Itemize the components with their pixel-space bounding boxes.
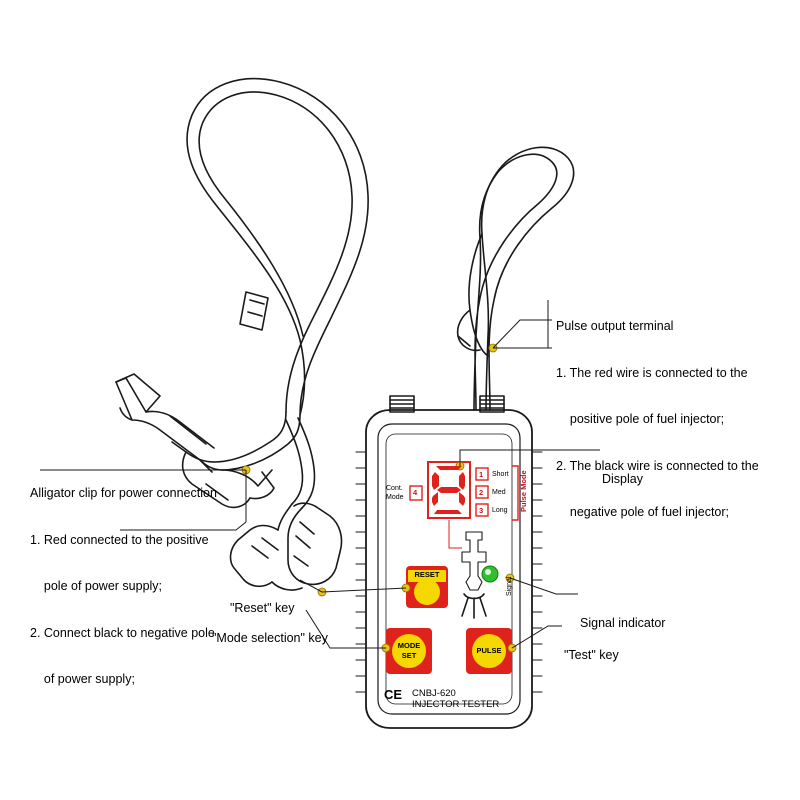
callout-display [602,441,643,519]
callout-line: 2. The black wire is connected to the [556,458,759,473]
cont-mode-number: 4 [413,488,418,497]
pulse-mode-label-3: Long [492,507,508,514]
callout-line: 1. The red wire is connected to the [556,365,748,380]
callout-line: "Test" key [564,648,619,662]
callout-alligator-clip [30,455,260,719]
mode-set-button-label-line1[interactable]: MODE [397,641,421,650]
pulse-mode-label-2: Med [492,489,506,496]
pulse-button-label[interactable]: PULSE [476,646,502,655]
cont-mode-label-line2: Mode [386,494,404,501]
pulse-mode-vertical-label: Pulse Mode [519,470,528,512]
callout-line: "Reset" key [230,601,295,615]
signal-vertical-label: Signal [506,576,513,596]
ce-mark: CE [384,687,403,702]
cont-mode-label-line1: Cont. [386,485,403,492]
mode-set-button-label-line2[interactable]: SET [401,651,417,660]
callout-line: Signal indicator [580,616,666,630]
callout-line: Pulse output terminal [556,319,674,333]
callout-line: 1. Red connected to the positive [30,532,209,547]
pulse-mode-number-2: 2 [479,488,484,497]
callout-line: 2. Connect black to negative pole [30,625,215,640]
pulse-mode-number-1: 1 [479,470,484,479]
callout-line: Alligator clip for power connection [30,486,217,500]
pulse-mode-number-3: 3 [479,506,484,515]
callout-pulse-output-terminal [556,288,796,552]
callout-line: positive pole of fuel injector; [556,412,725,426]
callout-line: "Mode selection" key [212,631,328,645]
callout-line: pole of power supply; [30,579,163,593]
callout-line: negative pole of fuel injector; [556,505,730,519]
callout-line: Display [602,472,643,486]
callout-line: of power supply; [30,672,135,686]
callout-test-key [564,617,619,695]
pulse-mode-label-1: Short [492,471,509,478]
device-model: CNBJ-620 [412,688,456,699]
device-name: INJECTOR TESTER [412,699,500,710]
callout-mode-selection-key [212,600,328,678]
reset-button-label[interactable]: RESET [414,570,440,579]
